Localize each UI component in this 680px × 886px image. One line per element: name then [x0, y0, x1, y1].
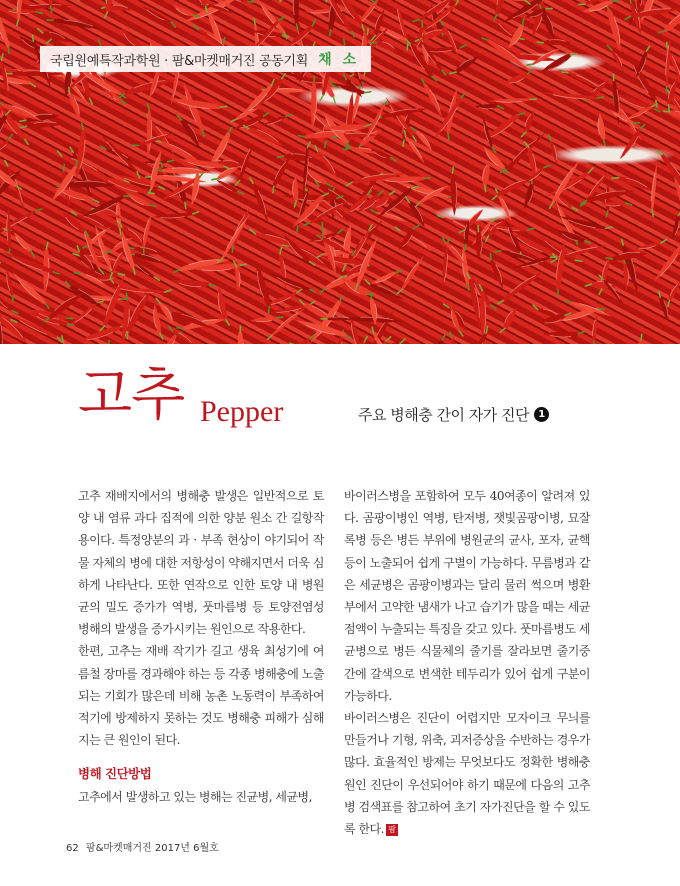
left-paragraph-1: 고추 재배지에서의 병해충 발생은 일반적으로 토양 내 염류 과다 집적에 의한 양분 원소 간 길항작용이다. 특정양분의 과 · 부족 현상이 야기되어 작물 자체의 병에 대한 저항성이 약해지면서 더욱 심하게 나타난다. 또한 연작으로 인한 토양 내 병원균의 밀도 증가가 역병, 풋마름병 등 토양전염성 병해의 발생을 증가시키는 원인으로 작용한다. [78, 489, 324, 637]
end-mark-icon: 팜 [386, 824, 398, 836]
left-paragraph-2: 한편, 고추는 재배 작기가 길고 생육 최성기에 여름철 장마를 경과해야 하는 등 각종 병해충에 노출되는 기회가 많은데 비해 농촌 노동력이 부족하여 적기에 방제하지 못하는 것도 병해충 피해가 심해지는 큰 원인이 된다. [78, 644, 324, 748]
right-column [344, 485, 590, 840]
section-heading-diagnosis: 병해 진단방법 [78, 766, 152, 782]
left-column [78, 485, 324, 808]
page-footer [66, 839, 219, 854]
right-paragraph-2 [344, 707, 590, 840]
banner-publishers: 국립원예특작과학원 · 팜&마켓매거진 공동기획 [50, 53, 309, 69]
article-subtitle [358, 404, 549, 425]
right-paragraph-1: 바이러스병을 포함하여 모두 40여종이 알려져 있다. 곰팡이병인 역병, 탄저병, 잿빛곰팡이병, 묘잘록병 등은 병든 부위에 병원균의 균사, 포자, 균핵 등이 노출되어 쉽게 구별이 가능하다. 무름병과 같은 세균병은 곰팡이병과는 달리 물러 썩으며 병환부에서 고약한 냄새가 나고 습기가 많을 때는 세균점액이 누출되는 특징을 갖고 있다. 풋마름병도 세균병으로 병든 식물체의 줄기를 잘라보면 줄기중간에 갈색으로 변색한 테두리가 있어 쉽게 구분이 가능하다. [344, 489, 590, 703]
banner-category: 채 소 [318, 52, 360, 68]
subtitle-text: 주요 병해충 간이 자가 진단 [358, 406, 529, 424]
left-paragraph-3: 고추에서 발생하고 있는 병해는 진균병, 세균병, [78, 789, 312, 804]
page-number: 62 [66, 843, 79, 854]
right-paragraph-2-text: 바이러스병은 진단이 어렵지만 모자이크 무늬를 만들거나 기형, 위축, 괴저증상을 수반하는 경우가 많다. 효율적인 방제는 무엇보다도 정확한 병해충 원인 진단이 우선되어야 하기 때문에 다음의 고추 병 검색표를 참고하여 초기 자가진단을 할 수 있도록 한다. [344, 711, 590, 837]
series-banner [40, 46, 371, 72]
title-korean: 고추 [78, 363, 185, 428]
publication-issue: 팜&마켓매거진 2017년 6월호 [85, 843, 219, 854]
title-english: Pepper [200, 395, 284, 428]
series-number-badge: 1 [534, 407, 549, 422]
